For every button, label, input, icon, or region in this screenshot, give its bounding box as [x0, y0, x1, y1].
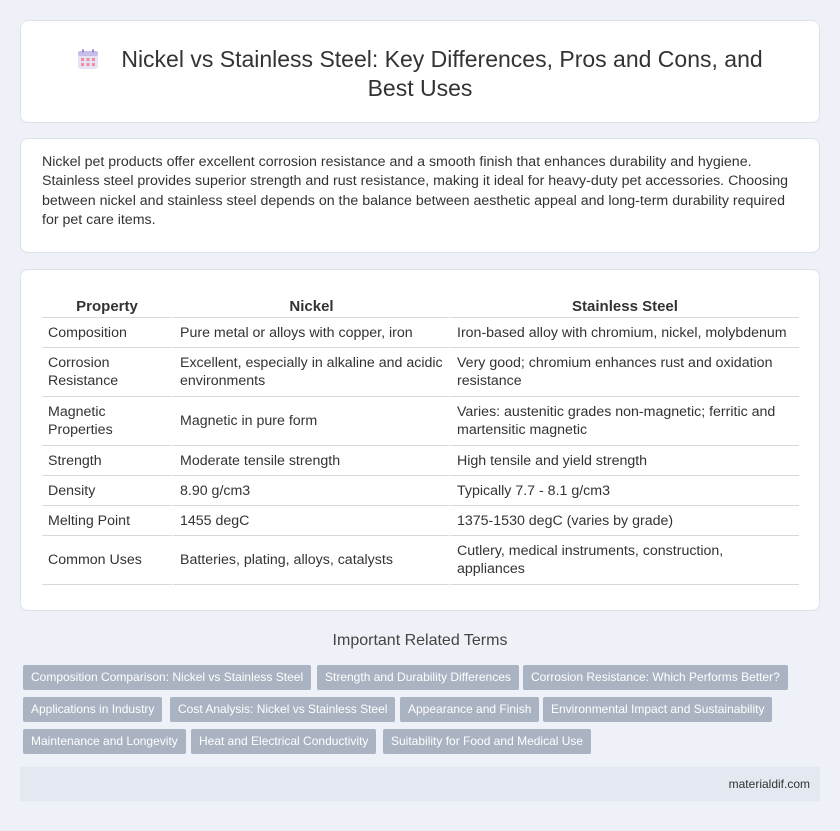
table-row: [42, 536, 799, 585]
table-row: [42, 506, 799, 536]
cell-property: Density: [42, 476, 172, 506]
cell-property: Corrosion Resistance: [42, 348, 172, 397]
cell-stainless: Iron-based alloy with chromium, nickel, molybdenum: [449, 318, 799, 348]
table-row: [42, 318, 799, 348]
title-card: [20, 20, 820, 123]
cell-stainless: 1375-1530 degC (varies by grade): [449, 506, 799, 536]
cell-nickel: 8.90 g/cm3: [172, 476, 449, 506]
table-row: [42, 476, 799, 506]
related-term-tag[interactable]: Composition Comparison: Nickel vs Stainless Steel: [23, 665, 311, 690]
related-terms-heading: Important Related Terms: [332, 632, 508, 649]
cell-property: Magnetic Properties: [42, 397, 172, 446]
comparison-card: [20, 269, 820, 611]
intro-card: [20, 138, 820, 253]
cell-stainless: Varies: austenitic grades non-magnetic; ferritic and martensitic magnetic: [449, 397, 799, 446]
cell-stainless: Very good; chromium enhances rust and oxidation resistance: [449, 348, 799, 397]
table-row: [42, 397, 799, 446]
cell-stainless: Typically 7.7 - 8.1 g/cm3: [449, 476, 799, 506]
cell-nickel: Excellent, especially in alkaline and acidic environments: [172, 348, 449, 397]
cell-property: Common Uses: [42, 536, 172, 585]
cell-stainless: High tensile and yield strength: [449, 446, 799, 476]
related-term-tag[interactable]: Appearance and Finish: [400, 697, 539, 722]
cell-nickel: Moderate tensile strength: [172, 446, 449, 476]
related-term-tag[interactable]: Corrosion Resistance: Which Performs Better?: [523, 665, 788, 690]
page-title: [61, 45, 779, 103]
cell-property: Strength: [42, 446, 172, 476]
footer: [20, 767, 820, 801]
cell-nickel: Magnetic in pure form: [172, 397, 449, 446]
header-property: Property: [42, 297, 172, 318]
cell-nickel: Pure metal or alloys with copper, iron: [172, 318, 449, 348]
table-row: [42, 348, 799, 397]
related-term-tag[interactable]: Cost Analysis: Nickel vs Stainless Steel: [170, 697, 395, 722]
related-term-tag[interactable]: Environmental Impact and Sustainability: [543, 697, 772, 722]
header-nickel: Nickel: [172, 297, 449, 318]
related-term-tag[interactable]: Maintenance and Longevity: [23, 729, 186, 754]
intro-paragraph: Nickel pet products offer excellent corrosion resistance and a smooth finish that enhances durability and hygiene. Stainless steel provides superior strength and rust resistance, making it ideal for heavy-duty pet accessories. Choosing between nickel and stainless steel depends on the balance between aesthetic appeal and long-term durability required for pet care items.: [42, 154, 789, 228]
related-term-tag[interactable]: Heat and Electrical Conductivity: [191, 729, 376, 754]
cell-nickel: Batteries, plating, alloys, catalysts: [172, 536, 449, 585]
header-stainless-steel: Stainless Steel: [449, 297, 799, 318]
cell-stainless: Cutlery, medical instruments, construction, appliances: [449, 536, 799, 585]
calendar-icon: [77, 48, 99, 70]
related-term-tag[interactable]: Suitability for Food and Medical Use: [383, 729, 591, 754]
comparison-table: [42, 297, 799, 585]
footer-site-link[interactable]: materialdif.com: [728, 777, 810, 791]
cell-property: Composition: [42, 318, 172, 348]
table-row: [42, 446, 799, 476]
cell-nickel: 1455 degC: [172, 506, 449, 536]
related-term-tag[interactable]: Strength and Durability Differences: [317, 665, 519, 690]
related-term-tag[interactable]: Applications in Industry: [23, 697, 162, 722]
page-title-text: Nickel vs Stainless Steel: Key Differences, Pros and Cons, and Best Uses: [121, 46, 763, 101]
cell-property: Melting Point: [42, 506, 172, 536]
table-header-row: [42, 297, 799, 318]
